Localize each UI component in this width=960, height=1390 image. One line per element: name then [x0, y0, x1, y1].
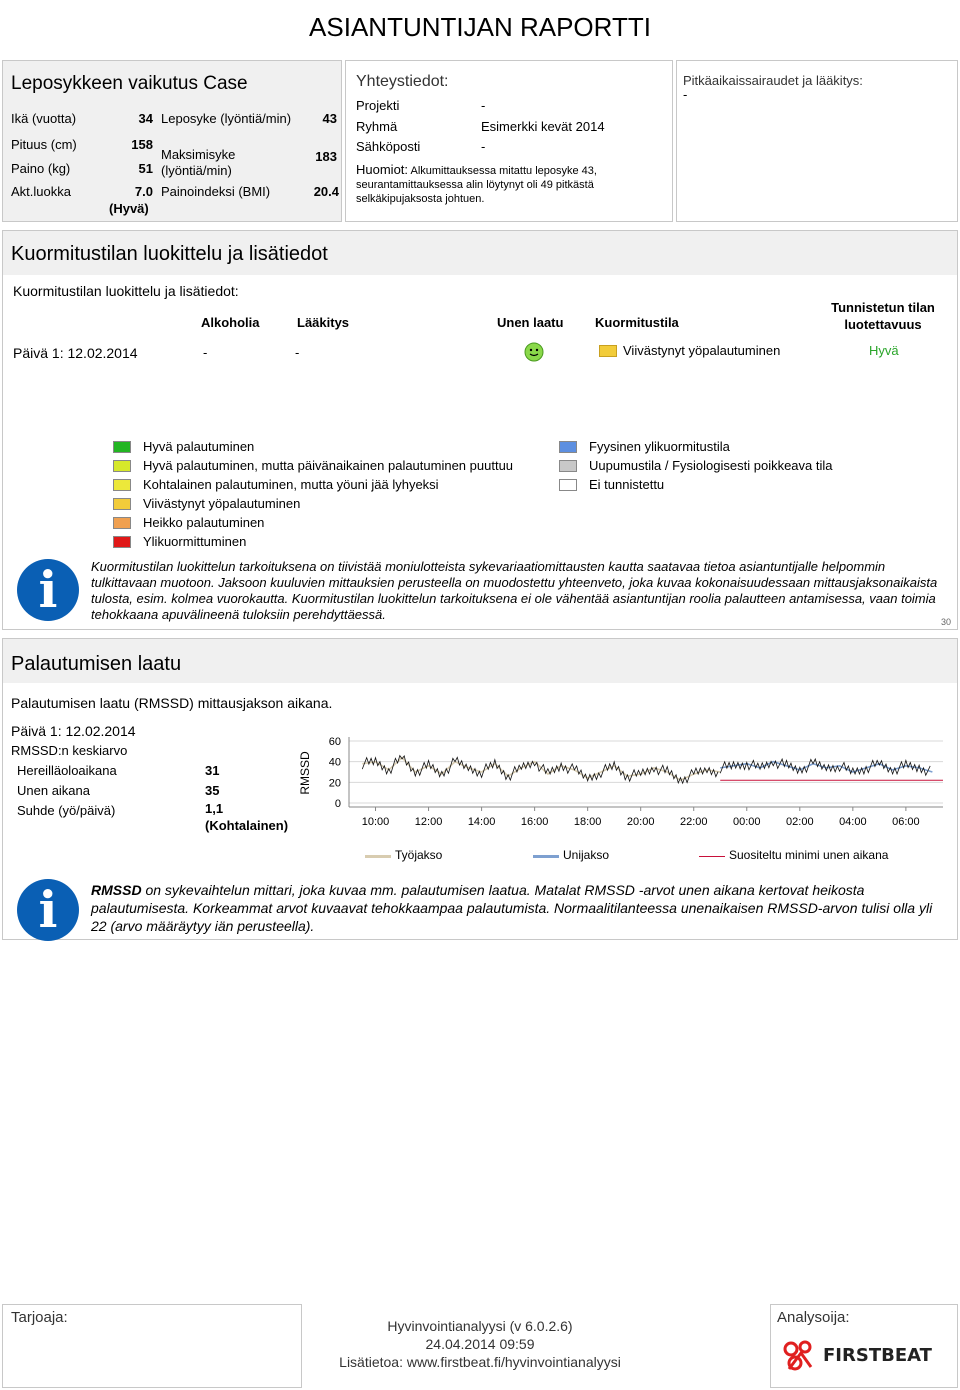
awake-value: 31: [205, 763, 220, 778]
recovery-heading: Palautumisen laatu: [11, 653, 182, 675]
chart-xtick-label: 10:00: [361, 816, 390, 828]
chart-ytick-label: 60: [328, 736, 341, 748]
legend-swatch-moderate: [113, 479, 131, 491]
activity-label: Akt.luokka: [11, 184, 71, 199]
legend-good-no-day: Hyvä palautuminen, mutta päivänaikainen palautuminen puuttuu: [143, 458, 514, 473]
report-title: ASIANTUNTIJAN RAPORTTI: [309, 12, 651, 42]
rmssd-chart: [293, 733, 953, 843]
legend-weak: Heikko palautuminen: [143, 515, 265, 530]
chart-xtick-label: 02:00: [786, 816, 814, 828]
email-label: Sähköposti: [356, 139, 421, 154]
legend-unidentified: Ei tunnistettu: [589, 477, 665, 492]
col-medication: Lääkitys: [297, 315, 350, 330]
recovery-section: [2, 638, 958, 940]
analyst-label: Analysoija:: [777, 1309, 850, 1326]
sleep-label: Unen aikana: [17, 783, 90, 798]
ratio-value: 1,1: [205, 801, 224, 816]
chart-ytick-label: 0: [334, 798, 341, 810]
stress-heading: Kuormitustilan luokittelu ja lisätiedot: [11, 243, 328, 265]
ratio-label: Suhde (yö/päivä): [17, 803, 116, 818]
state-color-swatch: [599, 345, 617, 357]
awake-label: Hereilläoloaikana: [17, 763, 117, 778]
notes-label: Huomiot:: [356, 162, 409, 177]
project-value: -: [481, 98, 486, 113]
chronic-panel: [676, 60, 958, 222]
group-value: Esimerkki kevät 2014: [481, 119, 605, 134]
legend-physical: Fyysinen ylikuormitustila: [589, 439, 730, 454]
rmssd-avg-label: RMSSD:n keskiarvo: [11, 743, 128, 758]
legend-swatch-physical: [559, 441, 577, 453]
recovery-info-text: [91, 881, 951, 935]
case-title: Leposykkeen vaikutus Case: [11, 73, 248, 94]
contact-panel: [345, 60, 673, 222]
notes: [356, 163, 656, 206]
max-hr-value: 183: [315, 149, 337, 164]
legend-overload: Ylikuormittuminen: [143, 534, 247, 549]
weight-value: 51: [138, 161, 153, 176]
firstbeat-logo: [781, 1339, 953, 1373]
chronic-title: Pitkäaikaissairaudet ja lääkitys:: [683, 73, 863, 88]
legend-moderate: Kohtalainen palautuminen, mutta yöuni jää lyhyeksi: [143, 477, 439, 492]
col-sleep: Unen laatu: [497, 315, 564, 330]
chart-ytick-label: 40: [328, 756, 341, 769]
chart-xtick-label: 16:00: [520, 816, 549, 828]
smiley-face-icon: [524, 342, 544, 362]
chart-xtick-label: 06:00: [892, 816, 920, 828]
legend-good: Hyvä palautuminen: [143, 439, 255, 454]
email-value: -: [481, 139, 486, 154]
info-icon: i: [17, 559, 79, 621]
stress-day: Päivä 1: 12.02.2014: [13, 345, 138, 361]
contact-title: Yhteystiedot:: [356, 73, 449, 90]
col-state: Kuormitustila: [595, 315, 679, 330]
recovery-subheading: Palautumisen laatu (RMSSD) mittausjakson aikana.: [11, 695, 333, 711]
activity-value: 7.0: [134, 184, 153, 199]
notes-text: Alkumittauksessa mitattu leposyke 43, seurantamittauksessa alin löytynyt oli 49 pitkästä selkäkipujaksosta johtuen.: [356, 165, 597, 205]
stress-info-text: Kuormitustilan luokittelun tarkoituksena on tiivistää moniulotteista sykevariaatiomittausten kautta saatavaa tietoa asiantuntijalle helpommin tulkittavaan muotoon. Jaksoon kuuluvien mittauksien perusteella on muodostettu yhteenveto, joka kuvaa kokonaisuudessaan mittausjaksonaikaista tulosta, esim. kolmea vuorokautta. Kuormitustilan luokittelun tarkoituksena ei ole vähentää asiantuntijan roolia palautteen antamisessa, vaan toimia tehokkaana apuvälineenä tuloksiin perehdyttäessä.: [91, 559, 938, 622]
page-marker: 30: [941, 617, 952, 627]
stress-section: [2, 230, 958, 630]
height-value: 158: [131, 137, 153, 152]
legend-exhaustion: Uupumustila / Fysiologisesti poikkeava tila: [589, 458, 833, 473]
legend-sleep: Unijakso: [563, 848, 610, 862]
col-alcohol: Alkoholia: [201, 315, 260, 330]
recovery-info-icon: i: [17, 879, 79, 941]
legend-line-sleep: [533, 855, 559, 858]
chart-xtick-label: 04:00: [839, 816, 867, 828]
resting-hr-value: 43: [322, 111, 337, 126]
age-label: Ikä (vuotta): [11, 111, 77, 126]
legend-delayed: Viivästynyt yöpalautuminen: [143, 496, 301, 511]
project-label: Projekti: [356, 98, 400, 113]
legend-work: Työjakso: [395, 848, 443, 862]
weight-label: Paino (kg): [11, 161, 71, 176]
case-panel: [2, 60, 342, 222]
legend-swatch-unidentified: [559, 479, 577, 491]
recovery-info-rest: on sykevaihtelun mittari, joka kuvaa mm. palautumisen laatua. Matalat RMSSD -arvot unen aikana kertovat heikosta palautumisesta. Korkeammat arvot kuvaavat tehokkaampaa palautumista. Normaalitilanteessa unenaikaisen RMSSD-arvon tulisi olla yli 22 (arvo määräytyy iän perusteella).: [91, 882, 933, 934]
group-label: Ryhmä: [356, 119, 398, 134]
bmi-value: 20.4: [313, 184, 339, 199]
max-hr-label-2: (lyöntiä/min): [161, 163, 232, 178]
chart-xtick-label: 22:00: [679, 816, 708, 828]
bmi-label: Painoindeksi (BMI): [161, 184, 271, 199]
activity-note: (Hyvä): [109, 201, 149, 216]
age-value: 34: [138, 111, 153, 126]
footer-offerer: [2, 1304, 302, 1388]
chart-xtick-label: 12:00: [414, 816, 443, 828]
offerer-label: Tarjoaja:: [11, 1309, 68, 1326]
chart-xtick-label: 20:00: [626, 816, 655, 828]
chart-xtick-label: 14:00: [467, 816, 496, 828]
col-reliability-1: Tunnistetun tilan: [831, 300, 935, 315]
footer-analyst: [770, 1304, 958, 1388]
legend-line-work: [365, 855, 391, 858]
height-label: Pituus (cm): [11, 137, 77, 152]
recovery-day: Päivä 1: 12.02.2014: [11, 723, 136, 739]
stress-subheading: Kuormitustilan luokittelu ja lisätiedot:: [13, 283, 239, 299]
legend-swatch-good: [113, 441, 131, 453]
firstbeat-logo-text: FIRSTBEAT: [823, 1345, 932, 1366]
chart-series-trace: [362, 756, 718, 784]
chart-xtick-label: 00:00: [733, 816, 761, 828]
chart-ytick-label: 20: [328, 777, 341, 790]
footer-date: 24.04.2014 09:59: [425, 1336, 535, 1352]
legend-swatch-good-no-day: [113, 460, 131, 472]
legend-swatch-delayed: [113, 498, 131, 510]
max-hr-label-1: Maksimisyke: [161, 147, 236, 162]
resting-hr-label: Leposyke (lyöntiä/min): [161, 111, 292, 126]
chronic-value: -: [683, 87, 688, 102]
sleep-value: 35: [205, 783, 220, 798]
medication-value: -: [295, 345, 300, 360]
col-reliability-2: luotettavuus: [844, 317, 922, 332]
state-value: Viivästynyt yöpalautuminen: [623, 343, 781, 358]
legend-min: Suositeltu minimi unen aikana: [729, 848, 889, 862]
reliability-value: Hyvä: [869, 343, 899, 358]
legend-swatch-exhaustion: [559, 460, 577, 472]
chart-ylabel: RMSSD: [298, 751, 312, 795]
chart-xtick-label: 18:00: [573, 816, 602, 828]
footer-app: Hyvinvointianalyysi (v 6.0.2.6): [387, 1318, 573, 1334]
legend-swatch-weak: [113, 517, 131, 529]
recovery-info-bold: RMSSD: [91, 882, 142, 898]
legend-line-min: [699, 856, 725, 857]
alcohol-value: -: [203, 345, 208, 360]
footer-info: Lisätietoa: www.firstbeat.fi/hyvinvointianalyysi: [339, 1354, 621, 1370]
ratio-note: (Kohtalainen): [205, 818, 289, 833]
legend-swatch-overload: [113, 536, 131, 548]
